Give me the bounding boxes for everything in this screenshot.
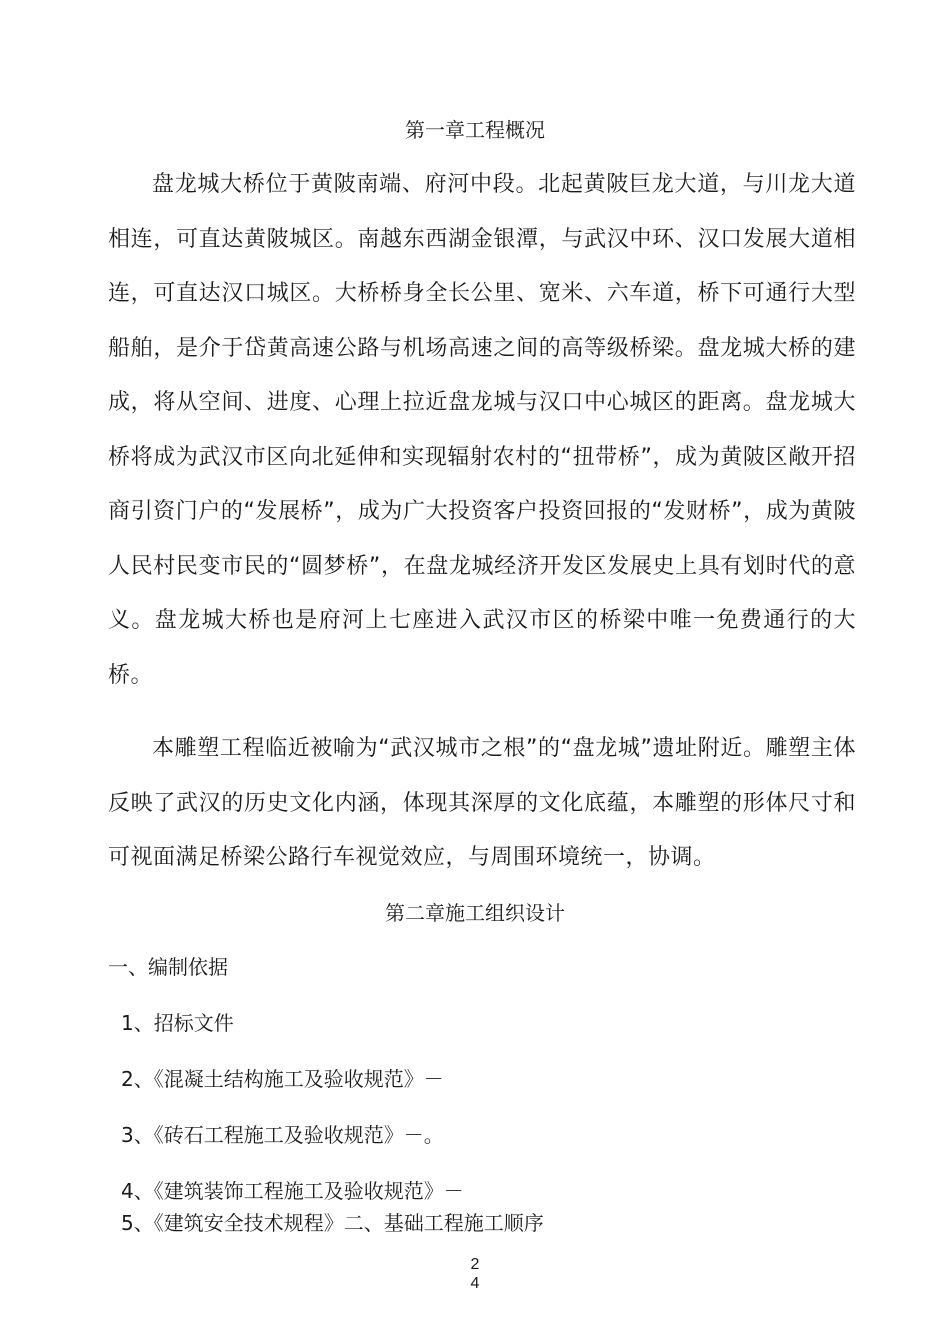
list-item: 4、《建筑装饰工程施工及验收规范》－	[121, 1179, 464, 1203]
chapter-2-title: 第二章施工组织设计	[385, 901, 565, 925]
chapter-1-paragraph-1: 盘龙城大桥位于黄陂南端、府河中段。北起黄陂巨龙大道，与川龙大道相连，可直达黄陂城区。南越东西湖金银潭，与武汉中环、汉口发展大道相连，可直达汉口城区。大桥桥身全长公里、宽米、六车道，桥下可通行大型船舶，是介于岱黄高速公路与机场高速之间的高等级桥梁。盘龙城大桥的建成，将从空间、进度、心理上拉近盘龙城与汉口中心城区的距离。盘龙城大桥将成为武汉市区向北延伸和实现辐射农村的“扭带桥”，成为黄陂区敞开招商引资门户的“发展桥”，成为广大投资客户投资回报的“发财桥”，成为黄陂人民村民变市民的“圆梦桥”，在盘龙城经济开发区发展史上具有划时代的意义。盘龙城大桥也是府河上七座进入武汉市区的桥梁中唯一免费通行的大桥。	[108, 172, 856, 688]
list-item: 2、《混凝土结构施工及验收规范》－	[121, 1067, 444, 1091]
chapter-1-paragraph-2: 本雕塑工程临近被喻为“武汉城市之根”的“盘龙城”遗址附近。雕塑主体反映了武汉的历史文化内涵，体现其深厚的文化底蕴，本雕塑的形体尺寸和可视面满足桥梁公路行车视觉效应，与周围环境统一，协调。	[108, 736, 856, 870]
page-number-line-1: 2	[470, 1256, 480, 1273]
list-item: 3、《砖石工程施工及验收规范》－。	[121, 1123, 444, 1147]
section-heading-basis: 一、编制依据	[108, 955, 228, 979]
chapter-1-title: 第一章工程概况	[405, 118, 545, 142]
list-item: 1、招标文件	[121, 1011, 234, 1035]
page-number-line-2: 4	[470, 1275, 480, 1292]
list-item: 5、《建筑安全技术规程》二、基础工程施工顺序	[121, 1211, 544, 1235]
